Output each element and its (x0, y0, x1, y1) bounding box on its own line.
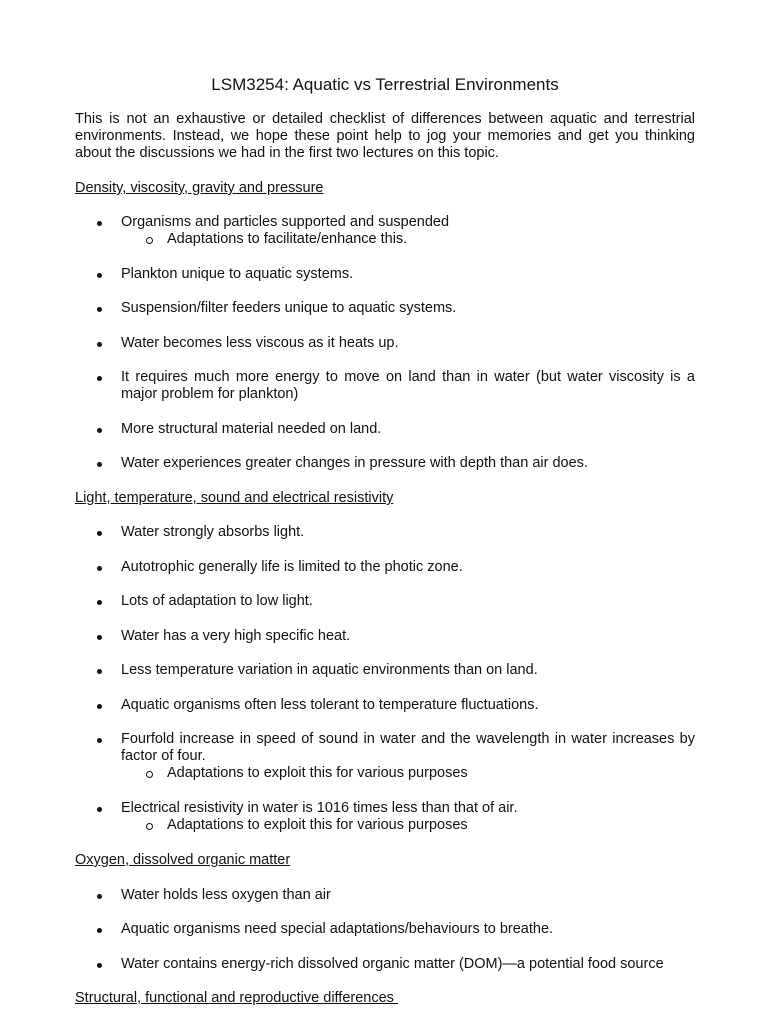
list-item: Lots of adaptation to low light. (121, 593, 313, 609)
list-item: Aquatic organisms often less tolerant to temperature fluctuations. (121, 697, 539, 713)
list-item: Less temperature variation in aquatic environments than on land. (121, 662, 538, 678)
list-item: Fourfold increase in speed of sound in water and the wavelength in water increases by factor of four. Adaptations to exploit this for various purposes (121, 731, 695, 781)
list-item: Organisms and particles supported and suspended Adaptations to facilitate/enhance this. (75, 214, 695, 248)
list-item: More structural material needed on land. (121, 421, 382, 437)
list-item: Water becomes less viscous as it heats up. (121, 335, 399, 351)
hollow-bullet-icon (146, 237, 153, 244)
list-item: It requires much more energy to move on land than in water (but water viscosity is a major problem for plankton) (121, 369, 695, 402)
section-heading-density: Density, viscosity, gravity and pressure (75, 180, 324, 196)
list-item: Autotrophic generally life is limited to the photic zone. (121, 559, 463, 575)
list-item: Water strongly absorbs light. (121, 524, 305, 540)
section-heading-oxygen: Oxygen, dissolved organic matter (75, 852, 291, 868)
list-item: Suspension/filter feeders unique to aquatic systems. (121, 300, 457, 316)
sub-list-item: Adaptations to exploit this for various purposes (121, 817, 695, 834)
list-item: Water has a very high specific heat. (121, 628, 351, 644)
document-title: LSM3254: Aquatic vs Terrestrial Environments (211, 75, 559, 94)
list-item: Water holds less oxygen than air (121, 887, 331, 903)
list-item: Water experiences greater changes in pressure with depth than air does. (121, 455, 588, 471)
list-item: Plankton unique to aquatic systems. (121, 266, 354, 282)
list-item: Electrical resistivity in water is 1016 times less than that of air. Adaptations to exploit this for various purposes (75, 800, 695, 834)
hollow-bullet-icon (146, 823, 153, 830)
intro-paragraph: This is not an exhaustive or detailed checklist of differences between aquatic and terrestrial environments. Instead, we hope these point help to jog your memories and get you thinking about the discussions we had in the first two lectures on this topic. (75, 111, 695, 161)
section-heading-structural: Structural, functional and reproductive differences (75, 990, 398, 1006)
list-item: Water contains energy-rich dissolved organic matter (DOM)—a potential food source (121, 956, 664, 972)
sub-list-item: Adaptations to exploit this for various purposes (121, 765, 695, 782)
list-item: Aquatic organisms need special adaptations/behaviours to breathe. (121, 921, 554, 937)
section-heading-light: Light, temperature, sound and electrical resistivity (75, 490, 394, 506)
sub-list-item: Adaptations to facilitate/enhance this. (121, 231, 695, 248)
hollow-bullet-icon (146, 771, 153, 778)
